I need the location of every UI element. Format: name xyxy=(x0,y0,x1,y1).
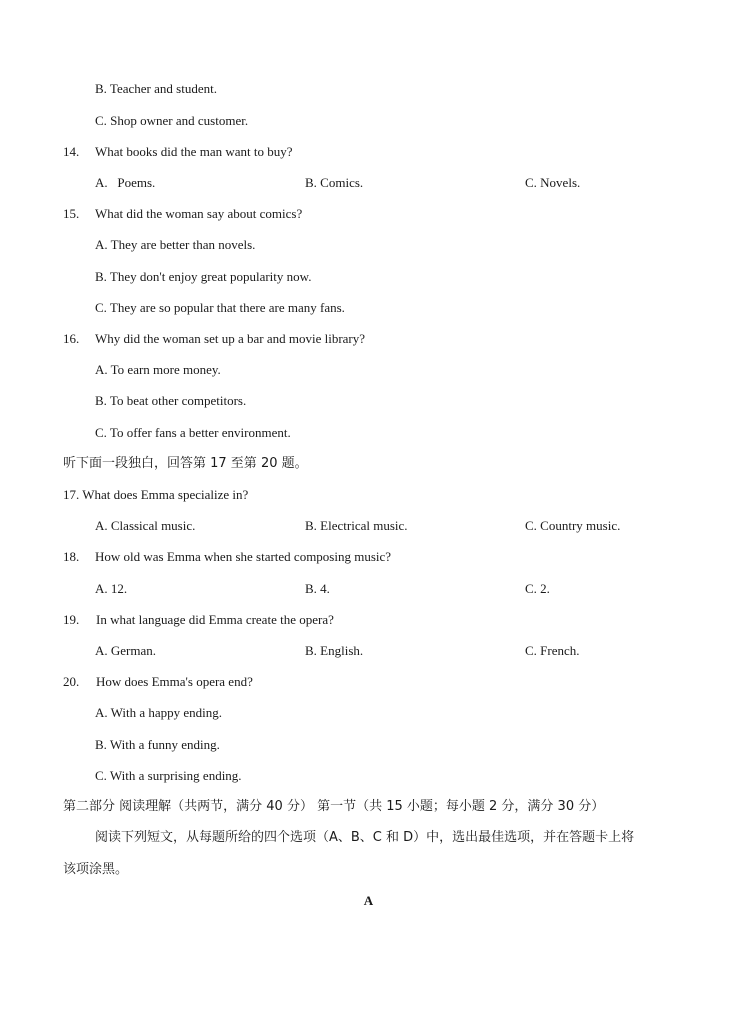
question-18 xyxy=(63,549,391,565)
question-text: Why did the woman set up a bar and movie library? xyxy=(95,331,366,346)
q19-option-a: A. German. xyxy=(95,643,157,658)
question-text: In what language did Emma create the opera? xyxy=(96,612,334,627)
question-number: 14. xyxy=(63,144,80,159)
question-text: What books did the man want to buy? xyxy=(95,144,293,159)
part2-instruction-line2: 该项涂黑。 xyxy=(63,862,129,877)
q16-option-b: B. To beat other competitors. xyxy=(95,393,247,408)
question-number: 15. xyxy=(63,206,80,221)
passage-label: A xyxy=(363,893,374,908)
question-text: What did the woman say about comics? xyxy=(95,206,303,221)
q20-option-c: C. With a surprising ending. xyxy=(95,768,242,783)
q20-option-a: A. With a happy ending. xyxy=(95,705,223,720)
q19-option-b: B. English. xyxy=(305,643,364,658)
q17-option-a: A. Classical music. xyxy=(95,518,196,533)
q13-option-b: B. Teacher and student. xyxy=(95,81,217,96)
question-15 xyxy=(63,206,302,222)
question-number: 18. xyxy=(63,549,80,564)
question-number: 20. xyxy=(63,674,80,689)
monologue-instruction: 听下面一段独白，回答第 17 至第 20 题。 xyxy=(63,456,308,471)
question-16 xyxy=(63,331,365,347)
q16-option-c: C. To offer fans a better environment. xyxy=(95,425,291,440)
part2-instruction-line1: 阅读下列短文，从每题所给的四个选项（A、B、C 和 D）中，选出最佳选项，并在答题卡上将 xyxy=(95,830,635,845)
q17-option-b: B. Electrical music. xyxy=(305,518,408,533)
q18-option-c: C. 2. xyxy=(525,581,550,596)
question-14 xyxy=(63,144,293,160)
question-number: 16. xyxy=(63,331,80,346)
part2-heading: 第二部分 阅读理解（共两节，满分 40 分） 第一节（共 15 小题；每小题 2 分，满分 30 分） xyxy=(63,799,605,814)
q14-option-a: A. Poems. xyxy=(95,175,156,190)
question-17: 17. What does Emma specialize in? xyxy=(63,487,249,502)
q13-option-c: C. Shop owner and customer. xyxy=(95,113,249,128)
q18-option-a: A. 12. xyxy=(95,581,128,596)
q15-option-a: A. They are better than novels. xyxy=(95,237,256,252)
question-19 xyxy=(63,612,334,628)
q14-option-b: B. Comics. xyxy=(305,175,364,190)
q17-option-c: C. Country music. xyxy=(525,518,621,533)
q15-option-b: B. They don't enjoy great popularity now. xyxy=(95,269,312,284)
question-text: How old was Emma when she started composing music? xyxy=(95,549,392,564)
q15-option-c: C. They are so popular that there are many fans. xyxy=(95,300,345,315)
question-text: How does Emma's opera end? xyxy=(96,674,253,689)
q14-option-c: C. Novels. xyxy=(525,175,581,190)
q20-option-b: B. With a funny ending. xyxy=(95,737,220,752)
question-20 xyxy=(63,674,253,690)
q16-option-a: A. To earn more money. xyxy=(95,362,221,377)
q18-option-b: B. 4. xyxy=(305,581,330,596)
q19-option-c: C. French. xyxy=(525,643,580,658)
question-number: 19. xyxy=(63,612,80,627)
